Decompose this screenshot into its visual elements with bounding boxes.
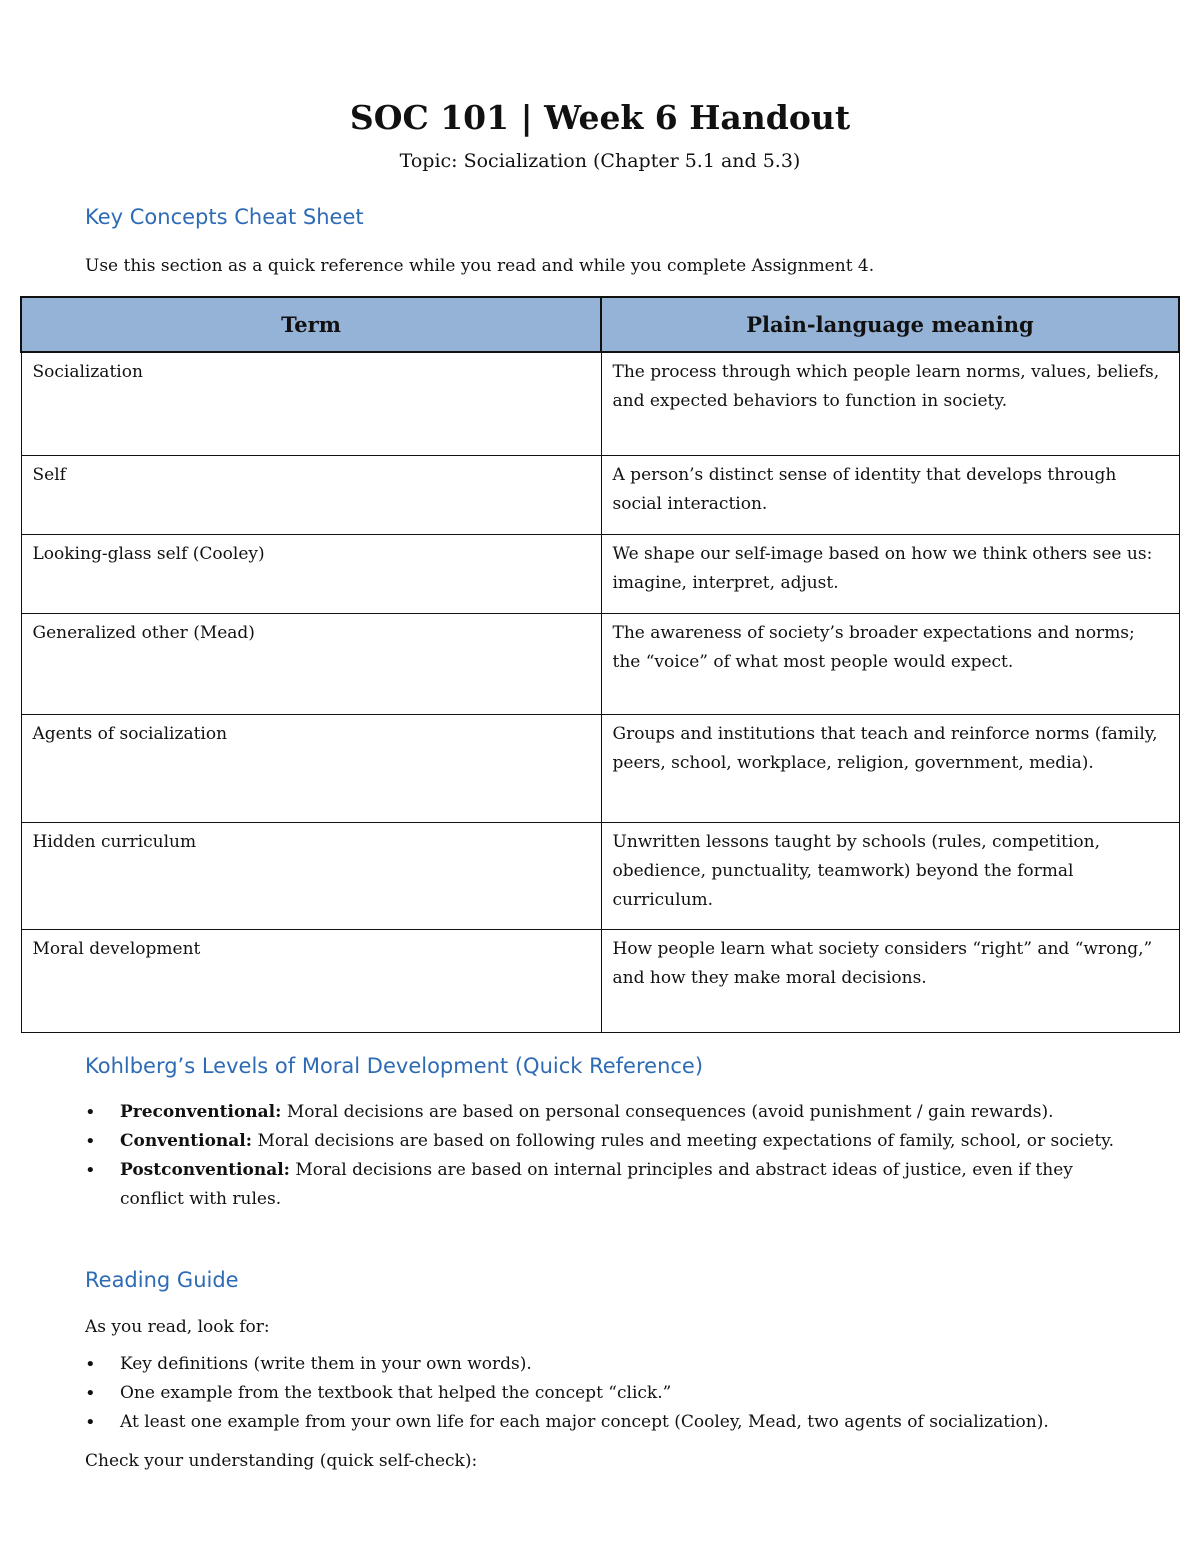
meaning-cell: How people learn what society considers “right” and “wrong,” and how they make moral decisions. [601, 929, 1179, 1032]
self-check-prompt: Check your understanding (quick self-check): [85, 1451, 478, 1471]
table-header-row [21, 297, 1179, 352]
reading-guide-intro: As you read, look for: [85, 1317, 270, 1337]
kohlberg-list [85, 1098, 1125, 1214]
column-header-meaning: Plain-language meaning [601, 297, 1179, 352]
meaning-cell: The process through which people learn norms, values, beliefs, and expected behaviors to function in society. [601, 352, 1179, 455]
term-cell: Self [21, 455, 601, 534]
meaning-cell: We shape our self-image based on how we think others see us: imagine, interpret, adjust. [601, 534, 1179, 613]
term-cell: Generalized other (Mead) [21, 613, 601, 714]
term-cell: Agents of socialization [21, 714, 601, 822]
table-row [21, 613, 1179, 714]
column-header-term: Term [21, 297, 601, 352]
list-item [85, 1127, 1125, 1156]
meaning-cell: A person’s distinct sense of identity that develops through social interaction. [601, 455, 1179, 534]
reading-guide-heading: Reading Guide [85, 1268, 239, 1292]
term-cell: Hidden curriculum [21, 822, 601, 929]
list-item: • One example from the textbook that helped the concept “click.” [85, 1379, 1125, 1408]
table-row [21, 822, 1179, 929]
table-row [21, 455, 1179, 534]
page-subtitle: Topic: Socialization (Chapter 5.1 and 5.3) [399, 150, 801, 172]
list-item [85, 1156, 1125, 1214]
level-text: Moral decisions are based on following rules and meeting expectations of family, school, or society. [252, 1131, 1115, 1151]
term-cell: Moral development [21, 929, 601, 1032]
table-row [21, 929, 1179, 1032]
level-label: Conventional: [120, 1131, 253, 1151]
key-concepts-intro: Use this section as a quick reference while you read and while you complete Assignment 4. [85, 256, 875, 276]
level-text: Moral decisions are based on personal consequences (avoid punishment / gain rewards). [281, 1102, 1054, 1122]
list-item: • Key definitions (write them in your own words). [85, 1350, 1125, 1379]
level-label: Postconventional: [120, 1160, 290, 1180]
meaning-cell: Unwritten lessons taught by schools (rules, competition, obedience, punctuality, teamwork) beyond the formal curriculum. [601, 822, 1179, 929]
key-concepts-table [20, 296, 1180, 1033]
page-title: SOC 101 | Week 6 Handout [349, 98, 851, 137]
key-concepts-heading: Key Concepts Cheat Sheet [85, 205, 364, 229]
kohlberg-heading: Kohlberg’s Levels of Moral Development (Quick Reference) [85, 1054, 704, 1078]
reading-guide-list [85, 1350, 1125, 1437]
meaning-cell: The awareness of society’s broader expectations and norms; the “voice” of what most people would expect. [601, 613, 1179, 714]
meaning-cell: Groups and institutions that teach and reinforce norms (family, peers, school, workplace, religion, government, media). [601, 714, 1179, 822]
term-cell: Socialization [21, 352, 601, 455]
level-label: Preconventional: [120, 1102, 282, 1122]
term-cell: Looking-glass self (Cooley) [21, 534, 601, 613]
list-item [85, 1098, 1125, 1127]
table-row [21, 714, 1179, 822]
table-row [21, 534, 1179, 613]
level-text: Moral decisions are based on internal principles and abstract ideas of justice, even if they conflict with rules. [120, 1160, 1073, 1209]
table-row [21, 352, 1179, 455]
list-item: • At least one example from your own life for each major concept (Cooley, Mead, two agents of socialization). [85, 1408, 1125, 1437]
